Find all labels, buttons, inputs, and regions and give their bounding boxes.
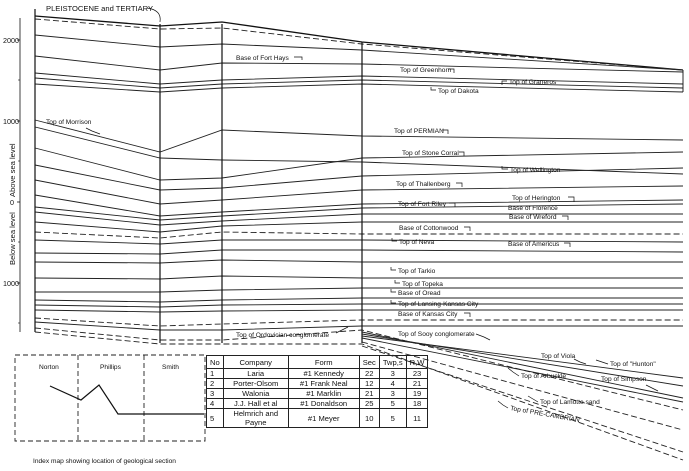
table-row [207, 379, 428, 389]
stone-corral-arrow [459, 152, 464, 156]
horizon-line [35, 120, 683, 152]
table-row [207, 399, 428, 409]
cell-sec: 21 [359, 389, 379, 399]
wellington-label: Top of Wellington [510, 167, 561, 174]
column-header-form: Form [288, 356, 359, 369]
cell-rw: 18 [406, 399, 428, 409]
cell-rw: 23 [406, 369, 428, 379]
americus-label: Base of Americus [508, 241, 560, 248]
horizon-line [35, 240, 683, 244]
cell-company: Walonia [223, 389, 288, 399]
morrison-arrow [86, 128, 100, 134]
cottonwood-label: Base of Cottonwood [399, 225, 459, 232]
cell-sec: 25 [359, 399, 379, 409]
horizon-line [35, 304, 683, 307]
wreford-arrow [562, 216, 568, 220]
oread-arrow [391, 289, 396, 292]
florence-label: Base of Florence [508, 205, 558, 212]
cell-rw: 11 [406, 409, 428, 428]
tick-label-0: 0 [10, 198, 14, 207]
arbuckle-label: Top of Arbuckle [521, 373, 567, 380]
county-norton-label: Norton [39, 364, 59, 371]
lamotte-label: Top of Lamotte sand [540, 399, 600, 406]
cell-company: J.J. Hall et al [223, 399, 288, 409]
simpson-arrow [646, 385, 658, 391]
cell-rw: 21 [406, 379, 428, 389]
thallenberg-arrow [456, 183, 462, 187]
simpson-label: Top of Simpson [601, 376, 647, 383]
cell-twp: 5 [379, 399, 406, 409]
fort-hays-arrow [294, 57, 302, 60]
cell-no: 4 [207, 399, 224, 409]
fort-hays-label: Base of Fort Hays [236, 55, 289, 62]
neva-label: Top of Neva [399, 239, 435, 246]
horizon-line [35, 204, 683, 220]
cell-form: #1 Donaldson [288, 399, 359, 409]
sooy-label: Top of Sooy conglomerate [398, 331, 475, 338]
column-header-rw: R,W [406, 356, 428, 369]
cell-rw: 19 [406, 389, 428, 399]
tarkio-arrow [391, 267, 396, 270]
dakota-arrow [431, 87, 436, 90]
tick-label-1000-below: 1000 [3, 279, 19, 288]
herington-label: Top of Herington [512, 195, 561, 202]
horizon-line [35, 35, 683, 70]
sooy-arrow [476, 334, 490, 340]
tarkio-label: Top of Tarkio [398, 268, 436, 275]
hunton-label: Top of "Hunton" [610, 361, 656, 368]
table-row [207, 369, 428, 379]
cell-sec: 12 [359, 379, 379, 389]
cell-twp: 3 [379, 369, 406, 379]
lansing-label: Top of Lansing-Kansas City [398, 301, 479, 308]
cell-sec: 10 [359, 409, 379, 428]
horizon-line [35, 310, 683, 312]
below-sea-level-label: Below sea level [8, 212, 17, 265]
precambrian-arrow [498, 401, 508, 408]
horizon-line [35, 322, 683, 330]
wells-table [206, 355, 428, 428]
ordovician-arrow [336, 327, 348, 333]
lansing-arrow [391, 300, 396, 303]
horizon-line [35, 78, 683, 88]
pleistocene-label: PLEISTOCENE and TERTIARY [46, 4, 154, 13]
well-columns [35, 9, 362, 343]
oread-label: Base of Oread [398, 290, 441, 297]
horizon-line [35, 222, 683, 232]
hunton-arrow [596, 360, 608, 364]
precambrian-label: Top of PRE-CAMBRIAN [509, 405, 581, 425]
fort-riley-arrow [449, 203, 455, 207]
greenhorn-label: Top of Greenhorn [400, 67, 452, 74]
horizon-line [35, 260, 683, 263]
dakota-label: Top of Dakota [438, 88, 479, 95]
horizon-line [35, 276, 683, 279]
horizon-line [35, 212, 683, 225]
cell-no: 5 [207, 409, 224, 428]
column-header-no: No [207, 356, 224, 369]
cell-no: 1 [207, 369, 224, 379]
cell-form: #1 Meyer [288, 409, 359, 428]
cell-company: Helmrich and Payne [223, 409, 288, 428]
horizon-line-dashed [35, 232, 683, 238]
horizon-line [35, 288, 683, 292]
county-phillips-label: Phillips [100, 364, 121, 371]
horizon-line [35, 250, 683, 254]
column-header-sec: Sec [359, 356, 379, 369]
horizon-line-dashed [35, 318, 683, 326]
graneros-arrow [502, 81, 507, 85]
horizon-line [35, 148, 683, 180]
county-smith-label: Smith [162, 364, 179, 371]
cell-form: #1 Marklin [288, 389, 359, 399]
cell-twp: 5 [379, 409, 406, 428]
horizon-line [35, 298, 683, 302]
horizon-line [35, 127, 683, 174]
table-row [207, 409, 428, 428]
americus-arrow [564, 243, 570, 247]
table-header-row [207, 356, 428, 369]
topeka-label: Top of Topeka [402, 281, 443, 288]
permian-label: Top of PERMIAN [394, 128, 444, 135]
cell-sec: 22 [359, 369, 379, 379]
viola-label: Top of Viola [541, 353, 576, 360]
cottonwood-arrow [464, 227, 470, 231]
cell-twp: 4 [379, 379, 406, 389]
thallenberg-label: Top of Thallenberg [396, 181, 451, 188]
horizon-line [35, 165, 683, 190]
wreford-label: Base of Wreford [509, 214, 557, 221]
tick-label-2000: 2000 [3, 36, 19, 45]
cell-no: 3 [207, 389, 224, 399]
column-header-company: Company [223, 356, 288, 369]
cell-form: #1 Kennedy [288, 369, 359, 379]
index-map-caption: Index map showing location of geological section [33, 458, 176, 465]
index-map [14, 354, 206, 444]
cell-company: Porter-Olsom [223, 379, 288, 389]
topeka-arrow [395, 280, 400, 283]
cell-no: 2 [207, 379, 224, 389]
fort-riley-label: Top of Fort Riley [398, 201, 447, 208]
kansas-city-arrow [464, 313, 470, 317]
kansas-city-label: Base of Kansas City [398, 311, 458, 318]
horizon-line [35, 73, 683, 84]
above-sea-level-label: Above sea level [8, 143, 17, 197]
column-header-twps: Twp,s [379, 356, 406, 369]
morrison-label: Top of Morrison [46, 119, 92, 126]
graneros-label: Top of Graneros [509, 79, 557, 86]
section-line-trace [50, 385, 204, 414]
ordovician-label: Top of Ordovician conglomerate [236, 332, 330, 339]
tick-label-1000-above: 1000 [3, 117, 19, 126]
cell-twp: 3 [379, 389, 406, 399]
viola-arrow [574, 359, 586, 364]
cell-company: Laria [223, 369, 288, 379]
table-row [207, 389, 428, 399]
elevation-axis [3, 18, 20, 332]
horizon-line [35, 180, 683, 204]
stone-corral-label: Top of Stone Corral [402, 150, 459, 157]
cell-form: #1 Frank Neal [288, 379, 359, 389]
